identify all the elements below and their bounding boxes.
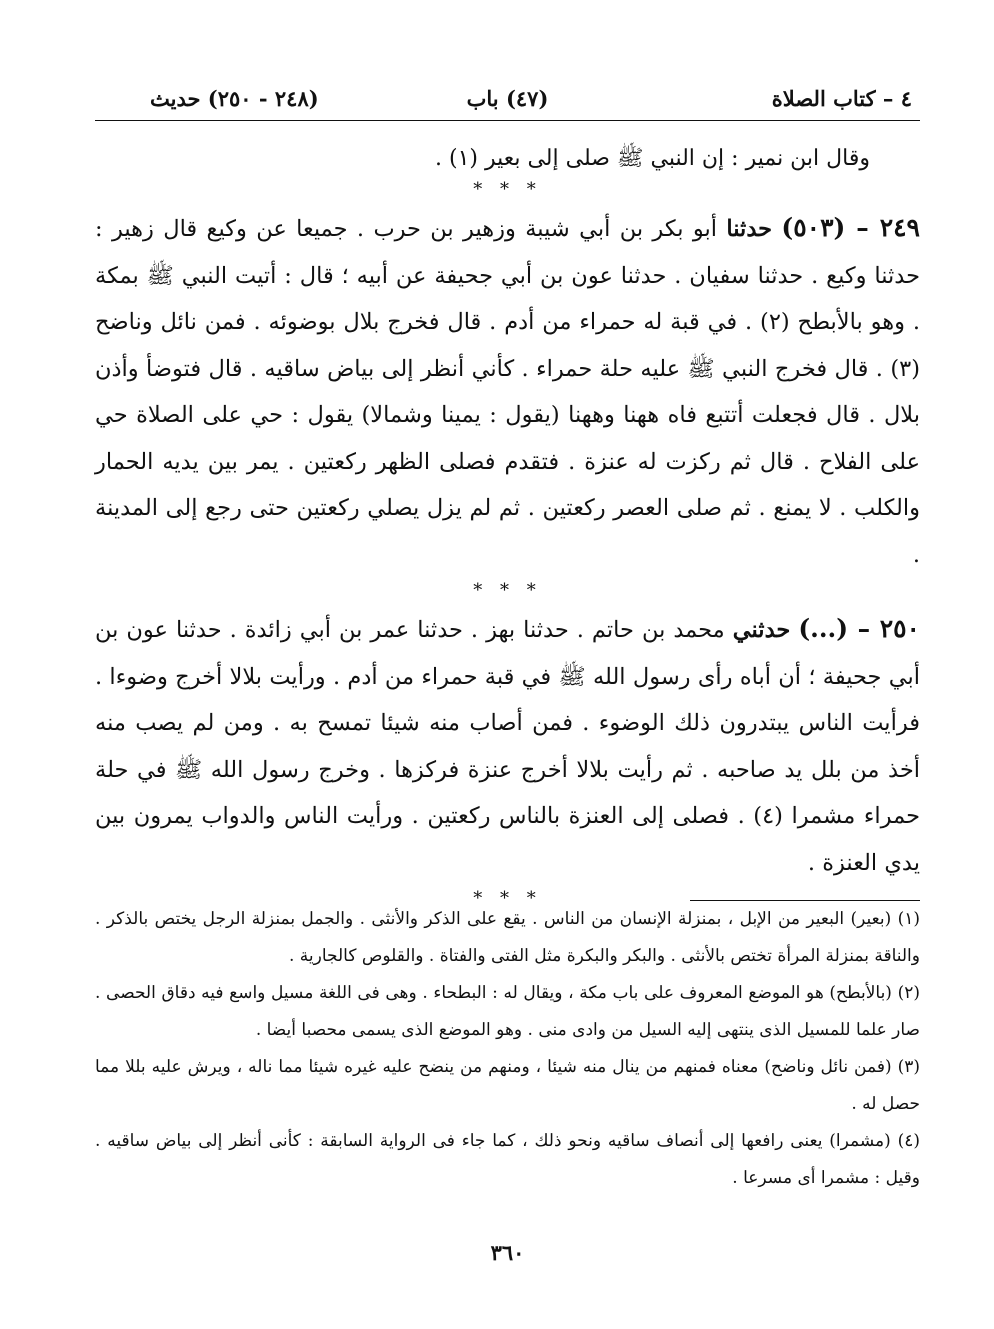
hadith-250-number: ٢٥٠ – (...) [798,614,920,643]
footnote-2: (٢) (بالأبطح) هو الموضع المعروف على باب مكة ، ويقال له : البطحاء . وهى فى اللغة مسيل واسع فيه دقاق الحصى . صار علما للمسيل الذى ينتهى إليه السيل من وادى منى . وهو الموضع الذى يسمى محصبا أيضا . [95,983,920,1040]
page-number: ٣٦٠ [490,1240,525,1265]
header-book-title: ٤ – كتاب الصلاة [771,86,912,111]
separator-stars: * * * [473,179,542,200]
book-page [95,78,920,1298]
hadith-249-label: حدثنا [726,216,773,242]
hadith-249 [95,205,920,578]
separator-stars: * * * [473,888,542,909]
running-header [95,78,920,121]
footnotes-section [95,900,920,1197]
hadith-249-number: ٢٤٩ – (٥٠٣) [781,213,920,242]
hadith-249-text: أبو بكر بن أبي شيبة وزهير بن حرب . جميعا عن وكيع قال زهير : حدثنا وكيع . حدثنا سفيان . حدثنا عون بن أبي جحيفة عن أبيه ؛ قال : أتيت النبي ﷺ بمكة . وهو بالأبطح (٢) . في قبة له حمراء من أدم . قال فخرج بلال بوضوئه . فمن نائل وناضح (٣) . قال فخرج النبي ﷺ عليه حلة حمراء . كأني أنظر إلى بياض ساقيه . قال فتوضأ وأذن بلال . قال فجعلت أتتبع فاه ههنا وههنا (يقول : يمينا وشمالا) يقول : حي على الصلاة حي على الفلاح . قال ثم ركزت له عنزة . فتقدم فصلى الظهر ركعتين . يمر بين يديه الحمار والكلب . لا يمنع . ثم صلى العصر ركعتين . ثم لم يزل يصلي ركعتين حتى رجع إلى المدينة . [95,216,920,568]
footnote-4: (٤) (مشمرا) يعنى رافعها إلى أنصاف ساقيه ونحو ذلك ، كما جاء فى الرواية السابقة : كأنى أنظر إلى بياض ساقيه . وقيل : مشمرا أى مسرعا . [95,1131,920,1188]
hadith-250 [95,606,920,886]
footnote-1: (١) (بعير) البعير من الإبل ، بمنزلة الإنسان من الناس . يقع على الذكر والأنثى . والجمل بمنزلة الرجل يختص بالذكر . والناقة بمنزلة المرأة تختص بالأنثى . والبكر والبكرة مثل الفتى والفتاة . والقلوص كالجارية . [95,909,920,966]
header-hadith-range: (٢٤٨ - ٢٥٠) حديث [150,86,319,111]
footnote-3: (٣) (فمن نائل وناضح) معناه فمنهم من ينال منه شيئا ، ومنهم من ينضح عليه غيره شيئا مما ناله ، ويرش عليه بللا مما حصل له . [95,1057,920,1114]
separator-stars: * * * [473,580,542,601]
hadith-250-text: محمد بن حاتم . حدثنا بهز . حدثنا عمر بن أبي زائدة . حدثنا عون بن أبي جحيفة ؛ أن أباه رأى رسول الله ﷺ في قبة حمراء من أدم . ورأيت بلالا أخرج وضوءا . فرأيت الناس يبتدرون ذلك الوضوء . فمن أصاب منه شيئا تمسح به . ومن لم يصب منه أخذ من بلل يد صاحبه . ثم رأيت بلالا أخرج عنزة فركزها . وخرج رسول الله ﷺ في حلة حمراء مشمرا (٤) . فصلى إلى العنزة بالناس ركعتين . ورأيت الناس والدواب يمرون بين يدي العنزة . [95,617,920,876]
opening-quote: وقال ابن نمير : إن النبي ﷺ صلى إلى بعير (١) . [434,146,870,171]
hadith-250-label: حدثني [732,617,791,643]
header-chapter: (٤٧) باب [466,86,549,111]
